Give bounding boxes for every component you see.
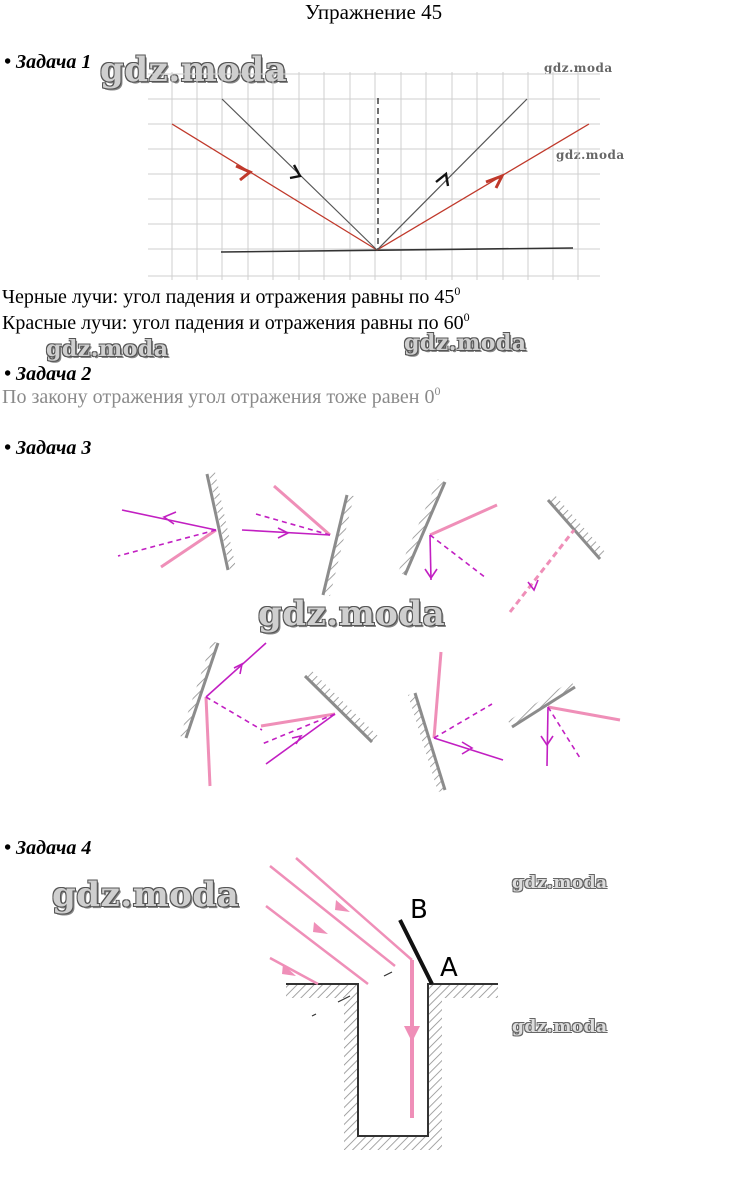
watermark: gdz.moda [258,594,446,634]
arrow-icon [404,1026,420,1042]
watermark: gdz.moda [544,61,613,75]
watermark: gdz.moda [52,875,240,915]
watermark: gdz.moda [512,873,608,893]
task1-red-rays-text: Красные лучи: угол падения и отражения равны по $60^0$ [2,310,470,334]
task4-heading: • Задача 4 [4,837,92,859]
task2-heading: • Задача 2 [4,363,92,385]
label-a: А [440,953,458,983]
mirror-ba [400,920,432,984]
task2-answer-text: По закону отражения угол отражения тоже равен $0^0$ [2,384,441,408]
label-b: В [410,895,428,925]
arrow-icon [313,922,328,934]
task1-black-rays-text: Черные лучи: угол падения и отражения равны по $45^0$ [2,284,461,308]
arrow-icon [335,900,350,912]
watermark: gdz.moda [556,148,625,162]
page-title: Упражнение 45 [304,0,443,24]
task1-heading: • Задача 1 [4,51,92,73]
watermark: gdz.moda [512,1017,608,1037]
task3-heading: • Задача 3 [4,437,92,459]
watermark: gdz.moda [46,336,169,362]
watermark: gdz.moda [404,330,527,356]
watermark: gdz.moda [100,50,288,90]
